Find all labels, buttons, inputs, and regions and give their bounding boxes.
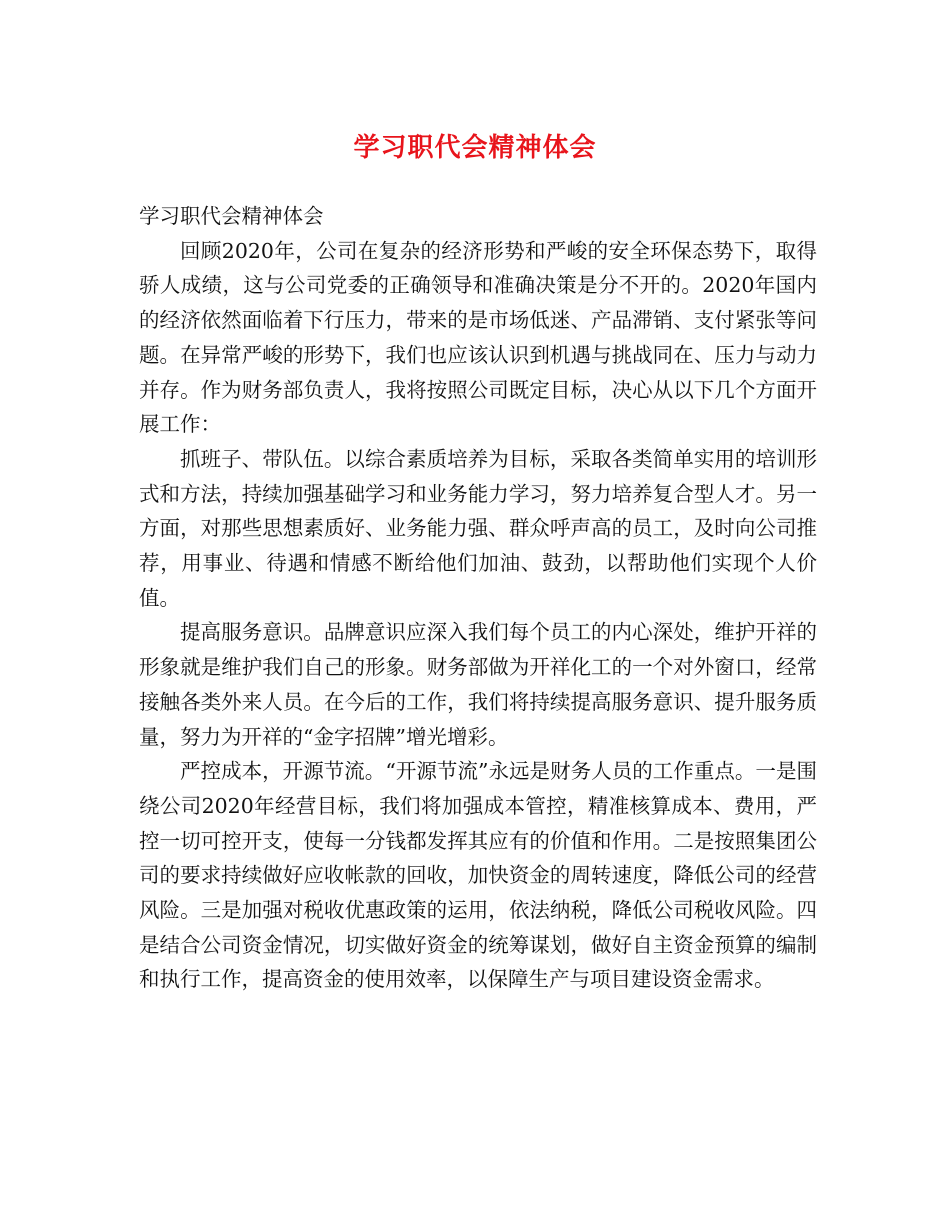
document-title: 学习职代会精神体会 xyxy=(353,133,597,163)
document-subtitle: 学习职代会精神体会 xyxy=(139,204,324,228)
paragraph-service-awareness: 提高服务意识。品牌意识应深入我们每个员工的内心深处，维护开祥的形象就是维护我们自己的形象。财务部做为开祥化工的一个对外窗口，经常接触各类外来人员。在今后的工作，我们将持续提高服务意识、提升服务质量，努力为开祥的“金字招牌”增光增彩。 xyxy=(139,620,817,749)
document-body xyxy=(139,199,817,997)
paragraph-review-2020: 回顾2020年，公司在复杂的经济形势和严峻的安全环保态势下，取得骄人成绩，这与公司党委的正确领导和准确决策是分不开的。2020年国内的经济依然面临着下行压力，带来的是市场低迷、产品滞销、支付紧张等问题。在异常严峻的形势下，我们也应该认识到机遇与挑战同在、压力与动力并存。作为财务部负责人，我将按照公司既定目标，决心从以下几个方面开展工作： xyxy=(139,238,817,437)
paragraph-team-building: 抓班子、带队伍。以综合素质培养为目标，采取各类简单实用的培训形式和方法，持续加强基础学习和业务能力学习，努力培养复合型人才。另一方面，对那些思想素质好、业务能力强、群众呼声高的员工，及时向公司推荐，用事业、待遇和情感不断给他们加油、鼓劲，以帮助他们实现个人价值。 xyxy=(139,446,817,610)
paragraph-cost-control: 严控成本，开源节流。“开源节流”永远是财务人员的工作重点。一是围绕公司2020年经营目标，我们将加强成本管控，精准核算成本、费用，严控一切可控开支，使每一分钱都发挥其应有的价值和作用。二是按照集团公司的要求持续做好应收帐款的回收，加快资金的周转速度，降低公司的经营风险。三是加强对税收优惠政策的运用，依法纳税，降低公司税收风险。四是结合公司资金情况，切实做好资金的统筹谋划，做好自主资金预算的编制和执行工作，提高资金的使用效率，以保障生产与项目建设资金需求。 xyxy=(139,759,817,992)
